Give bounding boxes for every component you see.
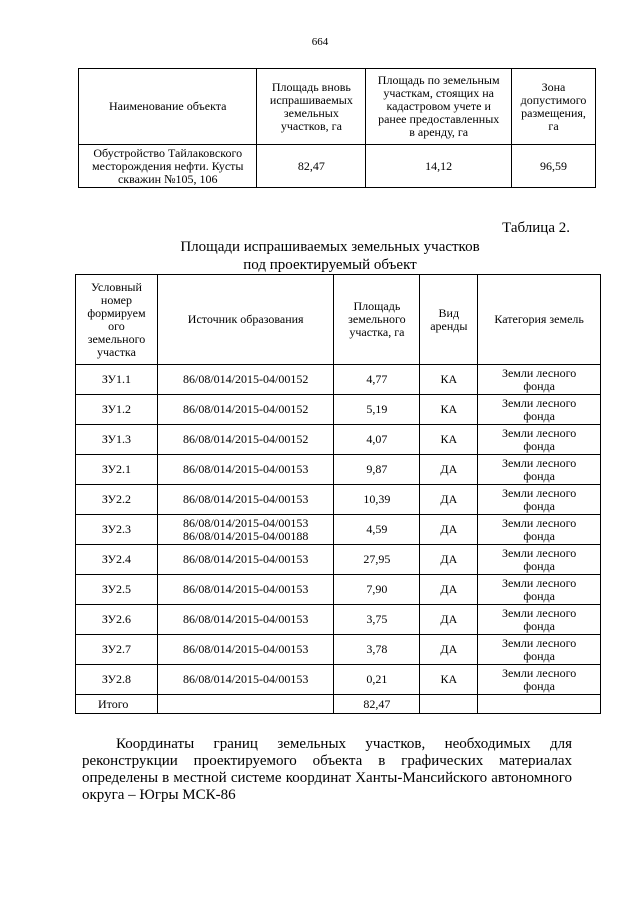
table-row [76, 545, 601, 575]
table-row [76, 365, 601, 395]
table-cell: ЗУ1.1 [76, 365, 158, 395]
table-cell: ЗУ2.2 [76, 485, 158, 515]
table-cell: Земли лесного фонда [478, 665, 601, 695]
table-cell: 86/08/014/2015-04/00153 [157, 575, 334, 605]
table-cell: КА [420, 425, 478, 455]
header-cell: Площадь земельного участка, га [334, 275, 420, 365]
table-cell: ЗУ2.6 [76, 605, 158, 635]
table-cell: Земли лесного фонда [478, 635, 601, 665]
table-cell: 27,95 [334, 545, 420, 575]
table-cell: ДА [420, 605, 478, 635]
table-row [76, 425, 601, 455]
table-cell: Земли лесного фонда [478, 545, 601, 575]
table-cell: Земли лесного фонда [478, 365, 601, 395]
objects-area-table [78, 68, 596, 188]
table-header-row [79, 69, 596, 145]
table-cell: 3,78 [334, 635, 420, 665]
empty-cell [157, 695, 334, 714]
header-cell: Зона допустимого размещения, га [512, 69, 596, 145]
total-label: Итого [76, 695, 158, 714]
table-cell: ЗУ2.1 [76, 455, 158, 485]
table-cell: Земли лесного фонда [478, 485, 601, 515]
table-caption: Таблица 2. [502, 220, 570, 236]
empty-cell [420, 695, 478, 714]
header-cell: Вид аренды [420, 275, 478, 365]
table-cell: КА [420, 365, 478, 395]
table-row [76, 395, 601, 425]
header-cell: Наименование объекта [79, 69, 257, 145]
table-cell: ЗУ2.5 [76, 575, 158, 605]
table-cell: 7,90 [334, 575, 420, 605]
table-cell: КА [420, 665, 478, 695]
table-cell: Земли лесного фонда [478, 455, 601, 485]
table-cell: КА [420, 395, 478, 425]
header-cell: Площадь вновь испрашиваемых земельных участков, га [257, 69, 366, 145]
table-row [79, 145, 596, 188]
table-cell: ДА [420, 545, 478, 575]
table-cell: ЗУ2.8 [76, 665, 158, 695]
table-cell: 86/08/014/2015-04/00152 [157, 365, 334, 395]
table-cell: 86/08/014/2015-04/00153 [157, 545, 334, 575]
table-row [76, 665, 601, 695]
table-cell: 86/08/014/2015-04/00153 [157, 605, 334, 635]
header-cell: Категория земель [478, 275, 601, 365]
table-row [76, 635, 601, 665]
coordinates-paragraph: Координаты границ земельных участков, необходимых для реконструкции проектируемого объекта в графических материалах определены в местной системе координат Ханты-Мансийского автономного округа – Югры МСК-86 [82, 736, 572, 803]
table-cell: 3,75 [334, 605, 420, 635]
table-cell: ЗУ1.2 [76, 395, 158, 425]
table-cell: Земли лесного фонда [478, 605, 601, 635]
header-cell: Источник образования [157, 275, 334, 365]
table-cell: 86/08/014/2015-04/00153 [157, 665, 334, 695]
table-cell: ЗУ2.7 [76, 635, 158, 665]
table-cell: 10,39 [334, 485, 420, 515]
table-cell: ЗУ2.3 [76, 515, 158, 545]
table-cell: Земли лесного фонда [478, 425, 601, 455]
table-cell: 4,77 [334, 365, 420, 395]
table-cell: 14,12 [366, 145, 512, 188]
table-cell: ДА [420, 635, 478, 665]
total-value: 82,47 [334, 695, 420, 714]
total-row [76, 695, 601, 714]
table-cell: ДА [420, 575, 478, 605]
table-cell: ДА [420, 455, 478, 485]
table-cell: ДА [420, 485, 478, 515]
table-cell: 4,59 [334, 515, 420, 545]
table-row [76, 575, 601, 605]
empty-cell [478, 695, 601, 714]
table-cell: ДА [420, 515, 478, 545]
table-row [76, 485, 601, 515]
table-cell: 86/08/014/2015-04/00152 [157, 425, 334, 455]
table-row [76, 515, 601, 545]
table-row [76, 455, 601, 485]
table-cell: 86/08/014/2015-04/00152 [157, 395, 334, 425]
page-number: 664 [311, 36, 329, 48]
table-cell: ЗУ2.4 [76, 545, 158, 575]
table-row [76, 605, 601, 635]
header-cell: Площадь по земельным участкам, стоящих на кадастровом учете и ранее предоставленных в аренду, га [366, 69, 512, 145]
land-plots-table [75, 274, 601, 714]
table-cell: Земли лесного фонда [478, 575, 601, 605]
table-cell: 0,21 [334, 665, 420, 695]
table-cell: ЗУ1.3 [76, 425, 158, 455]
table-cell: 4,07 [334, 425, 420, 455]
table-cell: Обустройство Тайлаковского месторождения нефти. Кусты скважин №105, 106 [79, 145, 257, 188]
table-cell: Земли лесного фонда [478, 395, 601, 425]
table-header-row [76, 275, 601, 365]
table-cell: 86/08/014/2015-04/00153 [157, 635, 334, 665]
table-cell: 86/08/014/2015-04/00153 86/08/014/2015-04/00188 [157, 515, 334, 545]
table-cell: 82,47 [257, 145, 366, 188]
table-cell: 96,59 [512, 145, 596, 188]
table-title: Площади испрашиваемых земельных участков под проектируемый объект [180, 239, 480, 273]
header-cell: Условный номер формируем ого земельного участка [76, 275, 158, 365]
table-cell: 86/08/014/2015-04/00153 [157, 485, 334, 515]
table-cell: 86/08/014/2015-04/00153 [157, 455, 334, 485]
table-cell: 5,19 [334, 395, 420, 425]
table-cell: 9,87 [334, 455, 420, 485]
table-cell: Земли лесного фонда [478, 515, 601, 545]
